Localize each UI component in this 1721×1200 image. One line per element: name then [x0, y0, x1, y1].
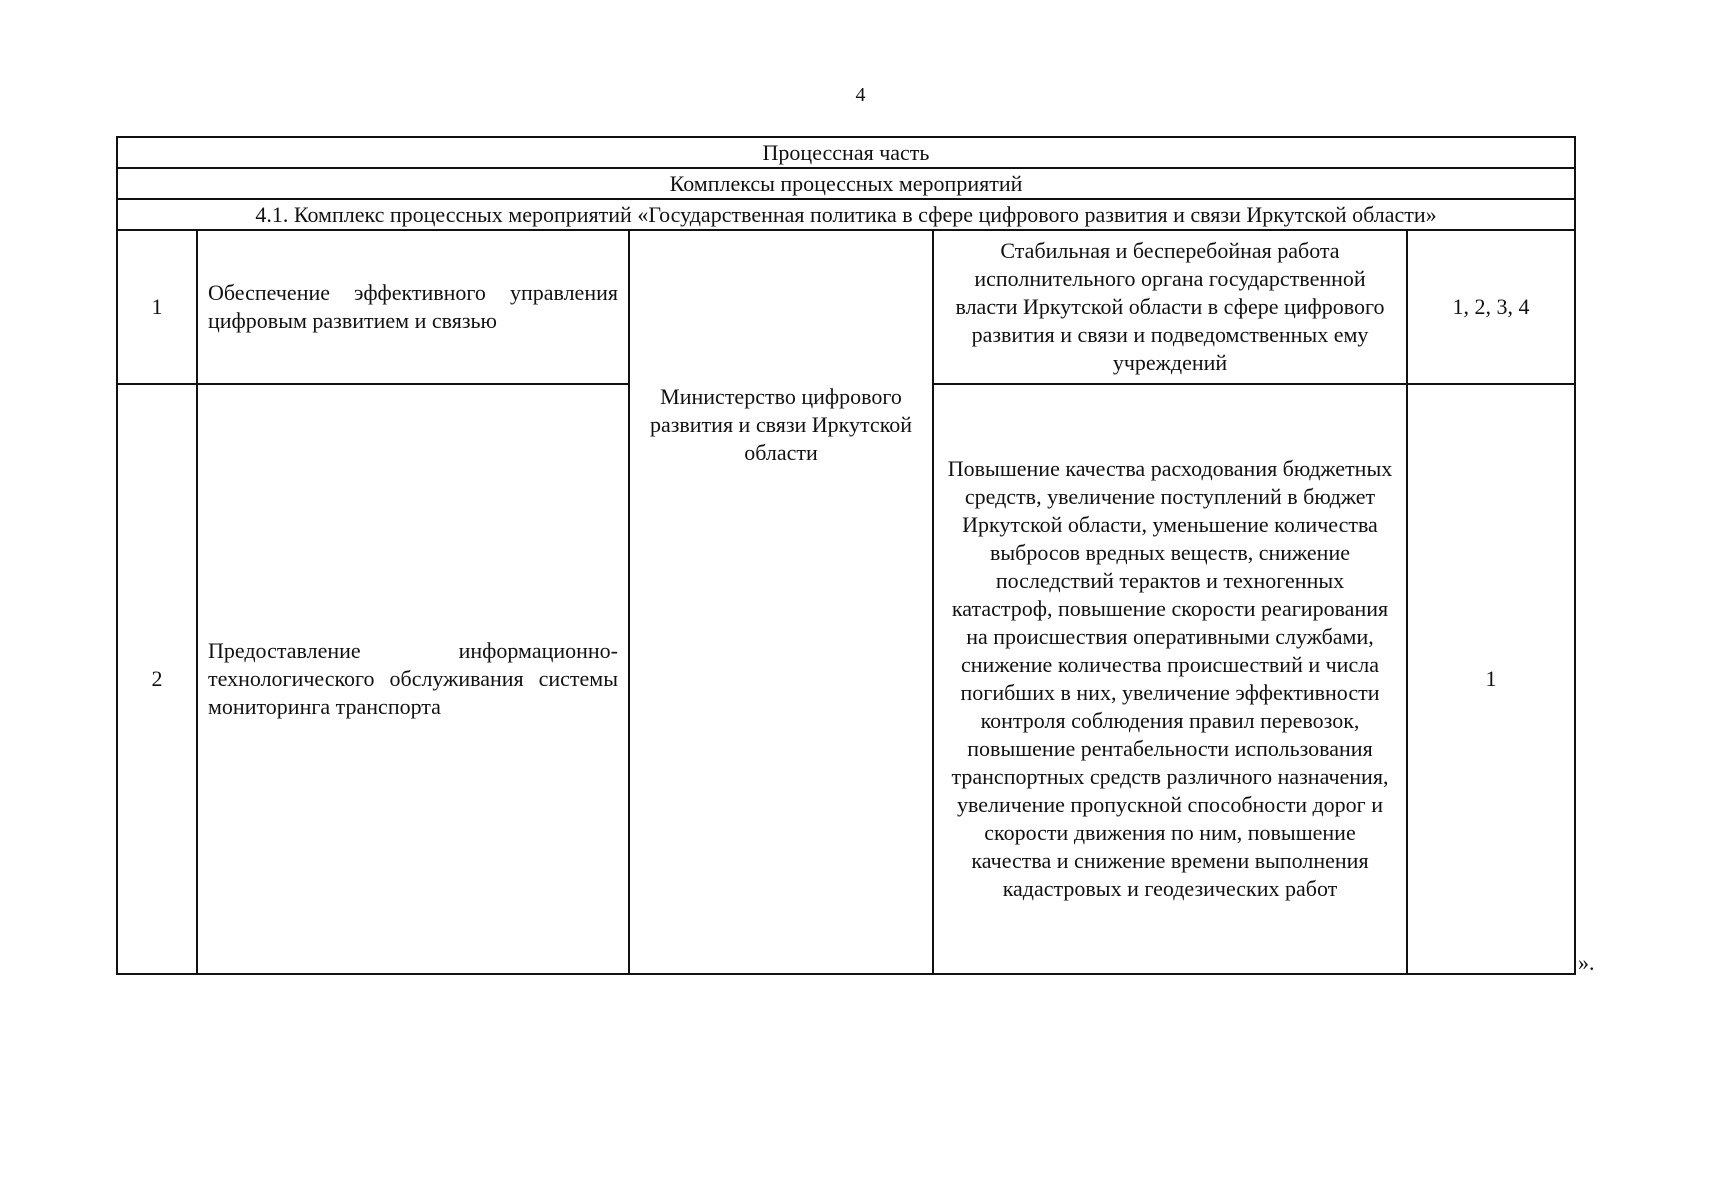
indicator-link: 1 — [1407, 384, 1575, 974]
row-number: 1 — [117, 230, 197, 384]
table-row — [117, 230, 1575, 384]
responsible-executor: Министерство цифрового развития и связи Иркутской области — [629, 230, 933, 974]
header-row-complex-4-1 — [117, 199, 1575, 230]
measure-result: Стабильная и бесперебойная работа исполнительного органа государственной власти Иркутской области в сфере цифрового развития и связи и подведомственных ему учреждений — [933, 230, 1407, 384]
measure-name: Предоставление информационно-технологического обслуживания системы мониторинга транспорта — [197, 384, 629, 974]
processes-table — [116, 136, 1576, 975]
header-row-process-part — [117, 137, 1575, 168]
measure-result: Повышение качества расходования бюджетных средств, увеличение поступлений в бюджет Иркутской области, уменьшение количества выбросов вредных веществ, снижение последствий терактов и техногенных катастроф, повышение скорости реагирования на происшествия оперативными службами, снижение количества происшествий и числа погибших в них, увеличение эффективности контроля соблюдения правил перевозок, повышение рентабельности использования транспортных средств различного назначения, увеличение пропускной способности дорог и скорости движения по ним, повышение качества и снижение времени выполнения кадастровых и геодезических работ — [933, 384, 1407, 974]
closing-quote-mark: ». — [1578, 950, 1595, 975]
page-number: 4 — [855, 84, 866, 106]
row-number: 2 — [117, 384, 197, 974]
header-row-complexes — [117, 168, 1575, 199]
measure-name: Обеспечение эффективного управления цифровым развитием и связью — [197, 230, 629, 384]
process-part-title: Процессная часть — [117, 137, 1575, 168]
indicator-link: 1, 2, 3, 4 — [1407, 230, 1575, 384]
complexes-title: Комплексы процессных мероприятий — [117, 168, 1575, 199]
complex-4-1-title: 4.1. Комплекс процессных мероприятий «Государственная политика в сфере цифрового развития и связи Иркутской области» — [117, 199, 1575, 230]
